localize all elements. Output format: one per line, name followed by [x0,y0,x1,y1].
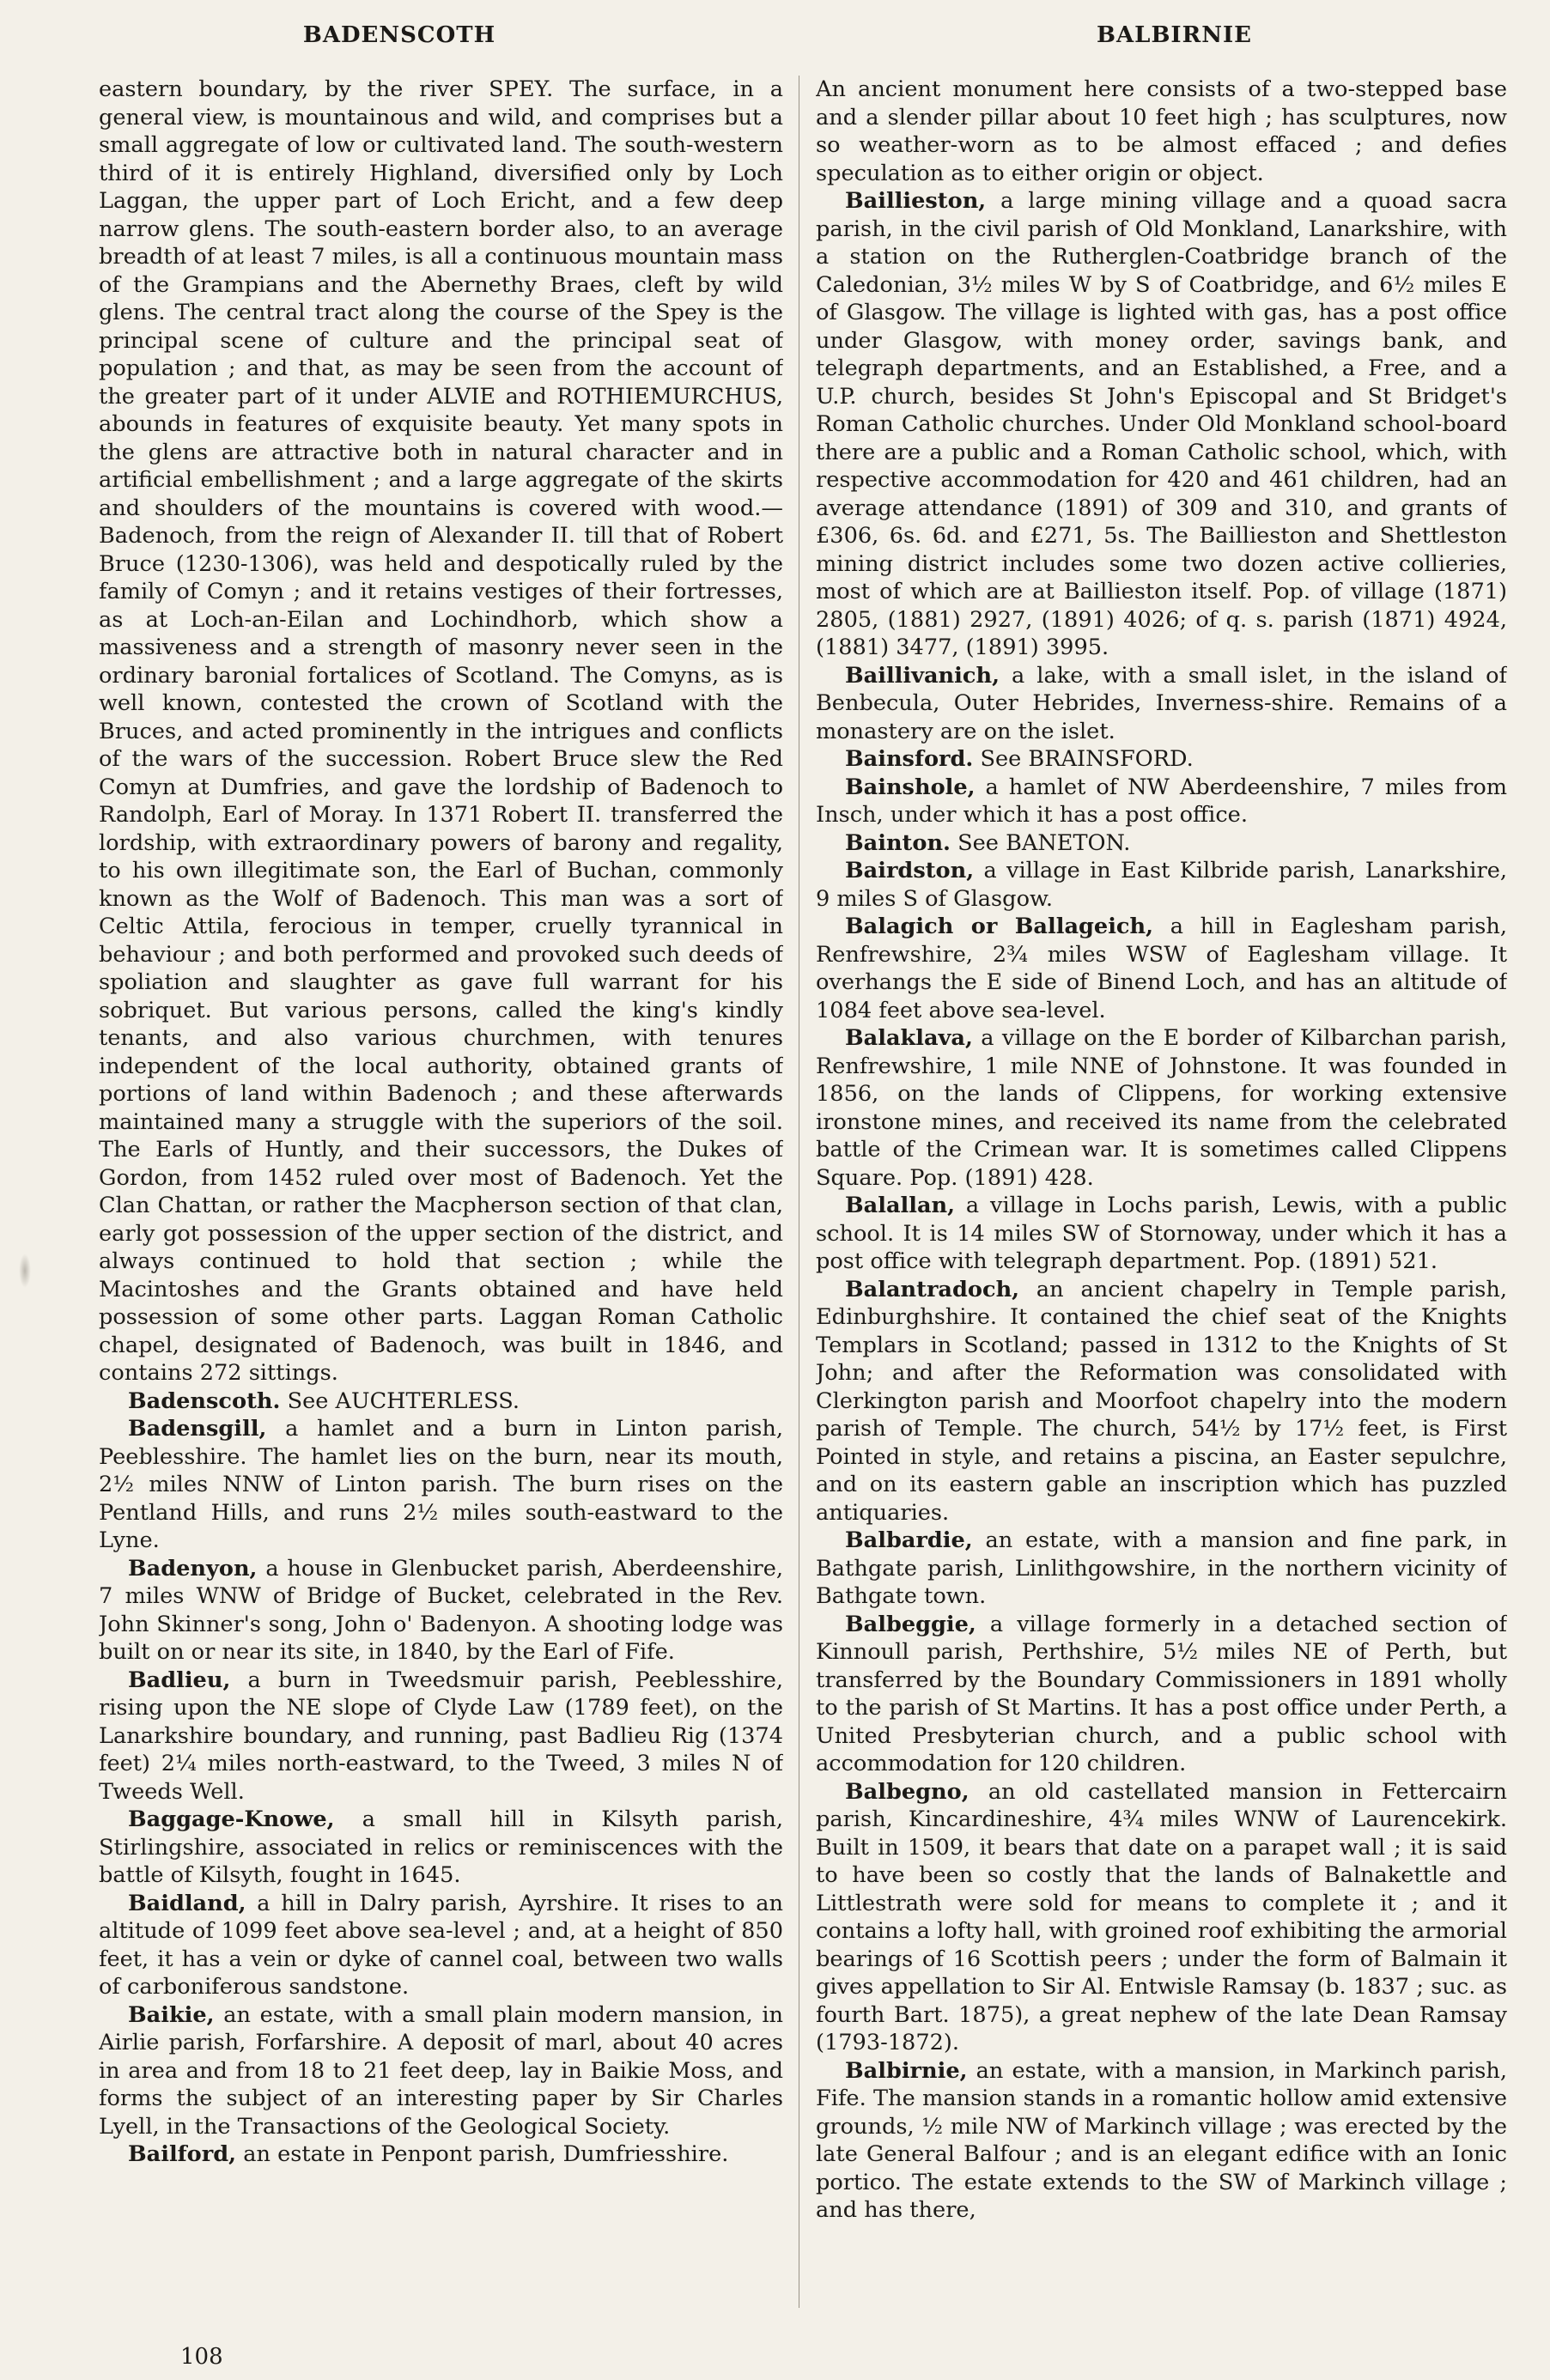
gazetteer-entry [816,829,1507,858]
margin-smudge [19,1254,31,1288]
entry-headword: Balbegno, [845,1778,970,1805]
entry-text: a house in Glenbucket parish, Aberdeenshire, 7 miles WNW of Bridge of Bucket, celebrated in the Rev. John Skinner's song, John o' Badenyon. A shooting lodge was built on or near its site, in 1840, by the Earl of Fife. [99,1555,783,1665]
entry-headword: Baillieston, [845,188,987,214]
entry-text: See BRAINSFORD. [980,746,1194,772]
entry-headword: Baggage-Knowe, [128,1806,335,1832]
entry-headword: Bailford, [128,2141,237,2167]
gazetteer-entry [816,1024,1507,1192]
entry-text: eastern boundary, by the river SPEY. The surface, in a general view, is mountainous and wild, and comprises but a small aggregate of low or cultivated land. The south-western third of it is entirely Highland, diversified only by Loch Laggan, the upper part of Loch Ericht, and a few deep narrow glens. The south-eastern border also, to an average breadth of at least 7 miles, is all a continuous mountain mass of the Grampians and the Abernethy Braes, cleft by wild glens. The central tract along the course of the Spey is the principal scene of culture and the principal seat of population ; and that, as may be seen from the account of the greater part of it under ALVIE and ROTHIEMURCHUS, abounds in features of exquisite beauty. Yet many spots in the glens are attractive both in natural character and in artificial embellishment ; and a large aggregate of the skirts and shoulders of the mountains is covered with wood.—Badenoch, from the reign of Alexander II. till that of Robert Bruce (1230-1306), was held and despotically ruled by the family of Comyn ; and it retains vestiges of their fortresses, as at Loch-an-Eilan and Lochindhorb, which show a massiveness and a strength of masonry never seen in the ordinary baronial fortalices of Scotland. The Comyns, as is well known, contested the crown of Scotland with the Bruces, and acted prominently in the intrigues and conflicts of the wars of the succession. Robert Bruce slew the Red Comyn at Dumfries, and gave the lordship of Badenoch to Randolph, Earl of Moray. In 1371 Robert II. transferred the lordship, with extraordinary powers of barony and regality, to his own illegitimate son, the Earl of Buchan, commonly known as the Wolf of Badenoch. This man was a sort of Celtic Attila, ferocious in temper, cruelly tyrannical in behaviour ; and both performed and provoked such deeds of spoliation and slaughter as gave full warrant for his sobriquet. But various persons, called the king's kindly tenants, and also various churchmen, with tenures independent of the local authority, obtained grants of portions of land within Badenoch ; and these afterwards maintained many a struggle with the superiors of the soil. The Earls of Huntly, and their successors, the Dukes of Gordon, from 1452 ruled over most of Badenoch. Yet the Clan Chattan, or rather the Macpherson section of that clan, early got possession of the upper section of the district, and always continued to hold that section ; while the Macintoshes and the Grants obtained and have held possession of some other parts. Laggan Roman Catholic chapel, designated of Badenoch, was built in 1846, and contains 272 sittings. [99,76,783,1386]
entry-headword: Badensgill, [128,1416,267,1442]
entry-text: a village on the E border of Kilbarchan parish, Renfrewshire, 1 mile NNE of Johnstone. It was founded in 1856, on the lands of Clippens, for working extensive ironstone mines, and received its name from the celebrated battle of the Crimean war. It is sometimes called Clippens Square. Pop. (1891) 428. [816,1025,1507,1191]
entry-text: a small hill in Kilsyth parish, Stirlingshire, associated in relics or reminiscences with the battle of Kilsyth, fought in 1645. [99,1806,783,1888]
gazetteer-entry [99,1806,783,1890]
entry-text: An ancient monument here consists of a two-stepped base and a slender pillar about 10 feet high ; has sculptures, now so weather-worn as to be almost effaced ; and defies speculation as to either origin or object. [816,76,1507,186]
entry-headword: Bainshole, [845,774,976,800]
entry-headword: Bainton. [845,829,951,856]
entry-text: See BANETON. [957,829,1131,856]
gazetteer-entry [816,1192,1507,1276]
entry-text: a hamlet and a burn in Linton parish, Peeblesshire. The hamlet lies on the burn, near its mouth, 2½ miles NNW of Linton parish. The burn rises on the Pentland Hills, and runs 2½ miles south-eastward to the Lyne. [99,1416,783,1553]
running-head-right: BALBIRNIE [1097,22,1252,48]
gazetteer-entry [816,1276,1507,1527]
page-number: 108 [180,2344,223,2370]
left-column [99,76,783,2316]
entry-headword: Balallan, [845,1193,956,1218]
entry-headword: Baidland, [128,1890,246,1916]
entry-headword: Balaklava, [845,1025,973,1051]
entry-headword: Bainsford. [845,746,974,772]
entry-headword: Baillivanich, [845,662,1000,689]
gazetteer-entry [816,913,1507,1024]
gazetteer-entry [99,1555,783,1667]
gazetteer-entry [99,2001,783,2141]
entry-text: a burn in Tweedsmuir parish, Peeblesshire, rising upon the NE slope of Clyde Law (1789 feet), on the Lanarkshire boundary, and running, past Badlieu Rig (1374 feet) 2¼ miles north-eastward, to the Tweed, 3 miles N of Tweeds Well. [99,1667,783,1805]
entry-text: a village in East Kilbride parish, Lanarkshire, 9 miles S of Glasgow. [816,858,1507,912]
entry-headword: Bairdston, [845,858,975,883]
entry-text: a village formerly in a detached section of Kinnoull parish, Perthshire, 5½ miles NE of Perth, but transferred by the Boundary Commissioners in 1891 wholly to the parish of St Martins. It has a post office under Perth, a United Presbyterian church, and a public school with accommodation for 120 children. [816,1611,1507,1776]
gazetteer-entry [816,76,1507,187]
gazetteer-entry [816,1778,1507,2057]
entry-text: a large mining village and a quoad sacra parish, in the civil parish of Old Monkland, Lanarkshire, with a station on the Rutherglen-Coatbridge branch of the Caledonian, 3½ miles W by S of Coatbridge, and 6½ miles E of Glasgow. The village is lighted with gas, has a post office under Glasgow, with money order, savings bank, and telegraph departments, and an Established, a Free, and a U.P. church, besides St John's Episcopal and St Bridget's Roman Catholic churches. Under Old Monkland school-board there are a public and a Roman Catholic school, which, with respective accommodation for 420 and 461 children, had an average attendance (1891) of 309 and 310, and grants of £306, 6s. 6d. and £271, 5s. The Baillieston and Shettleston mining district includes some two dozen active collieries, most of which are at Baillieston itself. Pop. of village (1871) 2805, (1881) 2927, (1891) 4026; of q. s. parish (1871) 4924, (1881) 3477, (1891) 3995. [816,188,1507,660]
gazetteer-entry [99,76,783,1387]
gazetteer-entry [99,1387,783,1416]
entry-headword: Baikie, [128,2001,215,2028]
entry-text: a lake, with a small islet, in the island of Benbecula, Outer Hebrides, Inverness-shire. Remains of a monastery are on the islet. [816,662,1507,744]
entry-headword: Balbardie, [845,1527,973,1553]
entry-headword: Badlieu, [128,1667,231,1693]
entry-text: a hill in Eaglesham parish, Renfrewshire, 2¾ miles WSW of Eaglesham village. It overhangs the E side of Binend Loch, and has an altitude of 1084 feet above sea-level. [816,914,1507,1023]
entry-text: See AUCHTERLESS. [287,1387,520,1414]
gazetteer-entry [816,745,1507,774]
entry-text: a village in Lochs parish, Lewis, with a public school. It is 14 miles SW of Stornoway, under which it has a post office with telegraph department. Pop. (1891) 521. [816,1193,1507,1274]
entry-text: an estate, with a mansion and fine park, in Bathgate parish, Linlithgowshire, in the northern vicinity of Bathgate town. [816,1527,1507,1609]
right-column [816,76,1507,2316]
entry-headword: Balagich or Ballageich, [845,914,1154,939]
entry-text: a hill in Dalry parish, Ayrshire. It rises to an altitude of 1099 feet above sea-level ; and, at a height of 850 feet, it has a vein or dyke of cannel coal, between two walls of carboniferous sandstone. [99,1890,783,2000]
gazetteer-entry [99,2140,783,2169]
entry-headword: Balbirnie, [845,2057,968,2084]
gazetteer-entry [816,857,1507,913]
running-head-left: BADENSCOTH [302,22,496,48]
gazetteer-entry [816,774,1507,829]
gazetteer-entry [816,1527,1507,1611]
gazetteer-entry [816,662,1507,746]
gazetteer-entry [816,187,1507,662]
gazetteer-entry [99,1667,783,1806]
gazetteer-entry [99,1890,783,2001]
entry-text: an ancient chapelry in Temple parish, Edinburghshire. It contained the chief seat of the Knights Templars in Scotland; passed in 1312 to the Knights of St John; and after the Reformation was consolidated with Clerkington parish and Moorfoot chapelry into the modern parish of Temple. The church, 54½ by 17½ feet, is First Pointed in style, and retains a piscina, an Easter sepulchre, and on its eastern gable an inscription which has puzzled antiquaries. [816,1276,1507,1526]
entry-text: an estate, with a small plain modern mansion, in Airlie parish, Forfarshire. A deposit of marl, about 40 acres in area and from 18 to 21 feet deep, lay in Baikie Moss, and forms the subject of an interesting paper by Sir Charles Lyell, in the Transactions of the Geological Society. [99,2001,783,2140]
entry-text: an old castellated mansion in Fettercairn parish, Kincardineshire, 4¾ miles WNW of Laurencekirk. Built in 1509, it bears that date on a parapet wall ; it is said to have been so costly that the lands of Balnakettle and Littlestrath were sold for means to complete it ; and it contains a lofty hall, with groined roof exhibiting the armorial bearings of 16 Scottish peers ; under the form of Balmain it gives appellation to Sir Al. Entwisle Ramsay (b. 1837 ; suc. as fourth Bart. 1875), a great nephew of the late Dean Ramsay (1793-1872). [816,1778,1507,2055]
entry-headword: Badenscoth. [128,1387,281,1414]
entry-text: a hamlet of NW Aberdeenshire, 7 miles from Insch, under which it has a post office. [816,774,1507,828]
entry-headword: Balantradoch, [845,1276,1020,1302]
entry-text: an estate in Penpont parish, Dumfriesshire. [243,2141,729,2167]
gazetteer-entry [99,1415,783,1555]
entry-headword: Balbeggie, [845,1611,976,1637]
entry-text: an estate, with a mansion, in Markinch parish, Fife. The mansion stands in a romantic hollow amid extensive grounds, ½ mile NW of Markinch village ; was erected by the late General Balfour ; and is an elegant edifice with an Ionic portico. The estate extends to the SW of Markinch village ; and has there, [816,2057,1507,2223]
entry-headword: Badenyon, [128,1555,258,1582]
gazetteer-entry [816,1611,1507,1778]
gazetteer-entry [816,2057,1507,2225]
